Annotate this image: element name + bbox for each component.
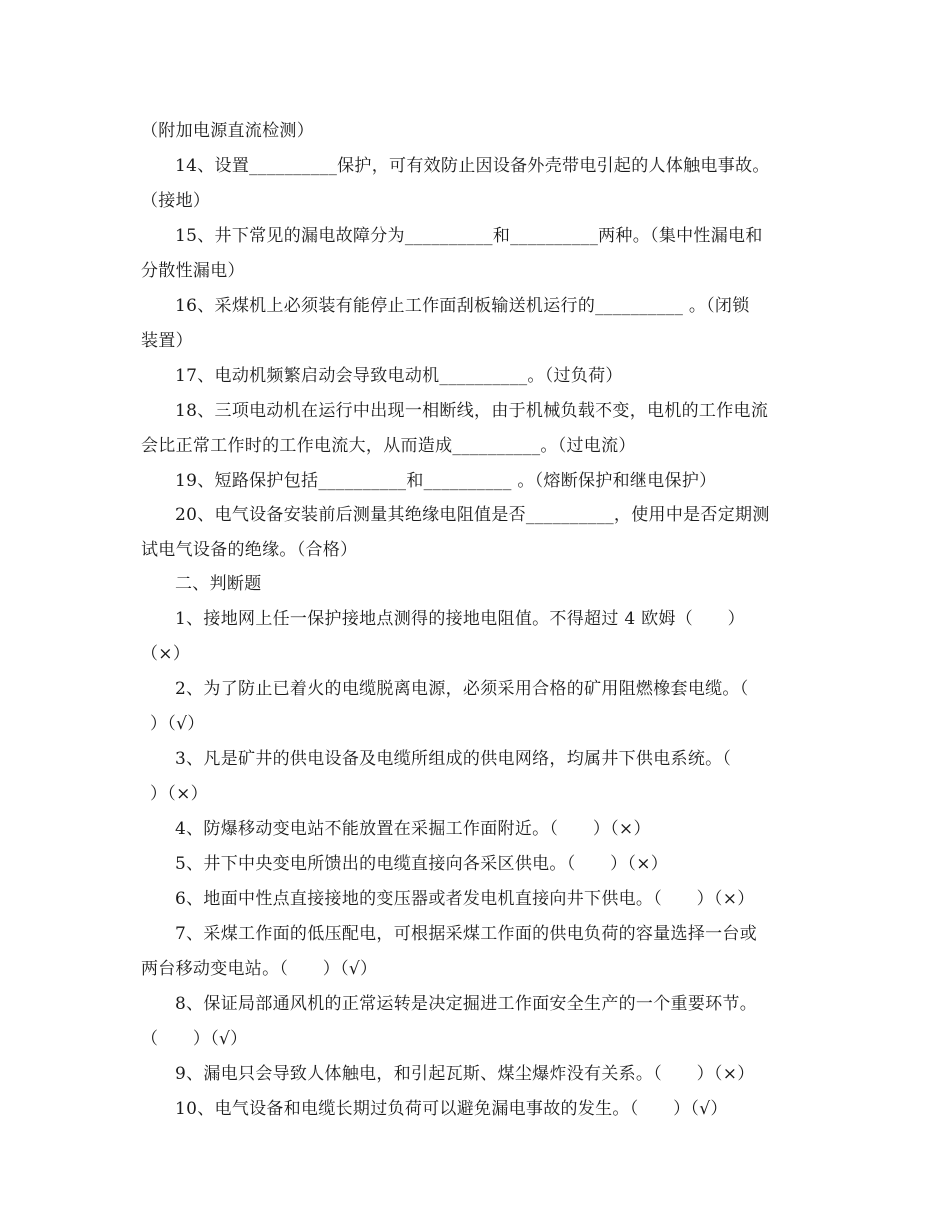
answer-14: （接地） [141,191,211,211]
judge-answer-7: 两台移动变电站。（ ）（√） [141,959,378,979]
section-heading: 二、判断题 [175,574,262,594]
judge-answer-8: （ ）（√） [141,1029,248,1049]
question-19: 19、短路保护包括__________和__________ 。（熔断保护和继电保护） [175,471,717,491]
text-line: （附加电源直流检测） [141,121,314,141]
question-17: 17、电动机频繁启动会导致电动机__________。（过负荷） [175,366,623,386]
judge-answer-2: ）（√） [150,714,205,734]
judge-question-1: 1、接地网上任一保护接地点测得的接地电阻值。不得超过 4 欧姆（ ） [175,609,745,629]
judge-question-10: 10、电气设备和电缆长期过负荷可以避免漏电事故的发生。（ ）（√） [175,1099,728,1119]
question-20: 20、电气设备安装前后测量其绝缘电阻值是否__________，使用中是否定期测 [175,505,770,525]
judge-question-4: 4、防爆移动变电站不能放置在采掘工作面附近。（ ）（×） [175,819,651,839]
question-15: 15、井下常见的漏电故障分为__________和__________两种。（集中性漏电和 [175,226,763,246]
judge-question-7: 7、采煤工作面的低压配电，可根据采煤工作面的供电负荷的容量选择一台或 [175,924,758,944]
answer-16: 装置） [141,331,193,351]
judge-question-9: 9、漏电只会导致人体触电，和引起瓦斯、煤尘爆炸没有关系。（ ）（×） [175,1064,755,1084]
judge-question-8: 8、保证局部通风机的正常运转是决定掘进工作面安全生产的一个重要环节。 [175,994,758,1014]
judge-answer-3: ）（×） [150,784,208,804]
judge-question-3: 3、凡是矿井的供电设备及电缆所组成的供电网络，均属井下供电系统。（ [175,749,732,769]
question-18: 18、三项电动机在运行中出现一相断线，由于机械负载不变，电机的工作电流 [175,401,769,421]
judge-answer-1: （×） [141,644,191,664]
question-14: 14、设置__________保护，可有效防止因设备外壳带电引起的人体触电事故。 [175,156,770,176]
answer-15: 分散性漏电） [141,261,245,281]
question-18-continued: 会比正常工作时的工作电流大，从而造成__________。（过电流） [141,436,636,456]
judge-question-6: 6、地面中性点直接接地的变压器或者发电机直接向井下供电。（ ）（×） [175,889,755,909]
judge-question-2: 2、为了防止已着火的电缆脱离电源，必须采用合格的矿用阻燃橡套电缆。（ [175,679,749,699]
question-20-continued: 试电气设备的绝缘。（合格） [141,540,358,560]
question-16: 16、采煤机上必须装有能停止工作面刮板输送机运行的__________ 。（闭锁 [175,296,750,316]
judge-question-5: 5、井下中央变电所馈出的电缆直接向各采区供电。（ ）（×） [175,854,669,874]
